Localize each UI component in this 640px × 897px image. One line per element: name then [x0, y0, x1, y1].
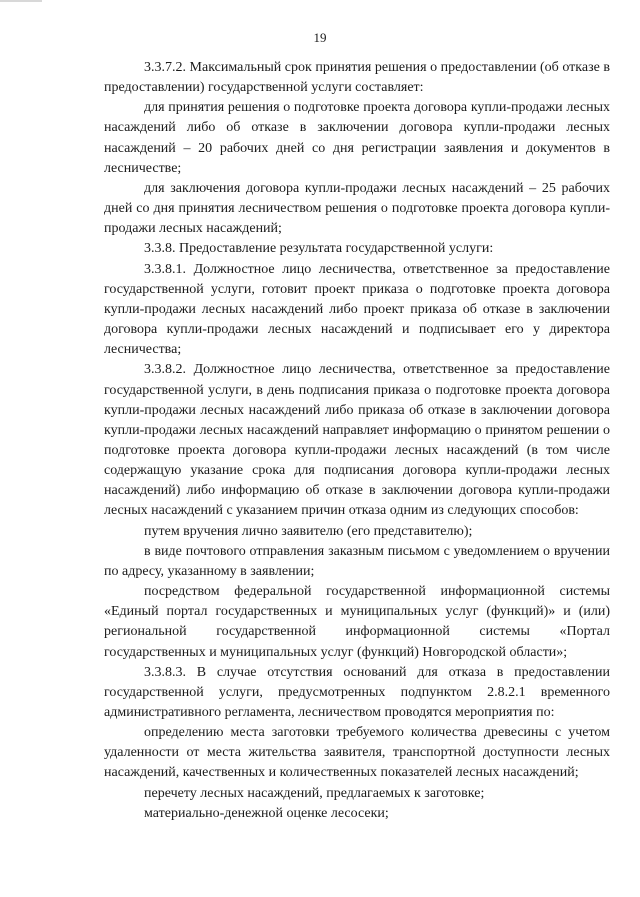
paragraph-contract-term: для заключения договора купли-продажи лесных насаждений – 25 рабочих дней со дня принятия лесничеством решения о подготовке проекта договора купли-продажи лесных насаждений;: [104, 180, 610, 237]
paragraph-3-3-8: 3.3.8. Предоставление результата государственной услуги:: [144, 241, 494, 257]
paragraph-delivery-by-portal: посредством федеральной государственной информационной системы «Единый портал государственных и муниципальных услуг (функций)» и (или) региональной государственной информационной системы «Портал государственных и муниципальных услуг (функций) Новгородской области»;: [104, 584, 610, 660]
scan-edge-mark: [0, 0, 42, 5]
paragraph-3-3-7-2: 3.3.7.2. Максимальный срок принятия решения о предоставлении (об отказе в предоставлении) государственной услуги составляет:: [104, 60, 610, 96]
page-number: 19: [313, 30, 327, 45]
paragraph-delivery-by-mail: в виде почтового отправления заказным письмом с уведомлением о вручении по адресу, указанному в заявлении;: [104, 543, 610, 579]
paragraph-tree-count: перечету лесных насаждений, предлагаемых к заготовке;: [144, 785, 485, 801]
paragraph-logging-site: определению места заготовки требуемого количества древесины с учетом удаленности от места жительства заявителя, транспортной доступности лесных насаждений, качественных и количественных показателей лесных насаждений;: [104, 725, 610, 781]
paragraph-3-3-8-1: 3.3.8.1. Должностное лицо лесничества, ответственное за предоставление государственной услуги, готовит проект приказа о подготовке проекта договора купли-продажи лесных насаждений либо проект приказа об отказе в заключении договора купли-продажи лесных насаждений и подписывает его у директора лесничества;: [104, 261, 610, 358]
paragraph-decision-term: для принятия решения о подготовке проекта договора купли-продажи лесных насаждений либо об отказе в заключении договора купли-продажи лесных насаждений – 20 рабочих дней со дня регистрации заявления и документов в лесничестве;: [104, 100, 610, 176]
paragraph-3-3-8-3: 3.3.8.3. В случае отсутствия оснований для отказа в предоставлении государственной услуги, предусмотренных подпунктом 2.8.2.1 временного административного регламента, лесничеством проводятся мероприятия по:: [104, 664, 610, 720]
paragraph-valuation: материально-денежной оценке лесосеки;: [144, 805, 389, 821]
paragraph-delivery-in-person: путем вручения лично заявителю (его представителю);: [144, 523, 473, 539]
paragraph-3-3-8-2: 3.3.8.2. Должностное лицо лесничества, ответственное за предоставление государственной услуги, в день подписания приказа о подготовке проекта договора купли-продажи лесных насаждений либо приказа об отказе в заключении договора купли-продажи лесных насаждений направляет информацию о принятом решении о подготовке проекта договора купли-продажи лесных насаждений (в том числе содержащую указание срока для подписания договора купли-продажи лесных насаждений) либо информацию об отказе в заключении договора купли-продажи лесных насаждений с указанием причин отказа одним из следующих способов:: [104, 362, 610, 519]
body-text: [104, 58, 610, 824]
